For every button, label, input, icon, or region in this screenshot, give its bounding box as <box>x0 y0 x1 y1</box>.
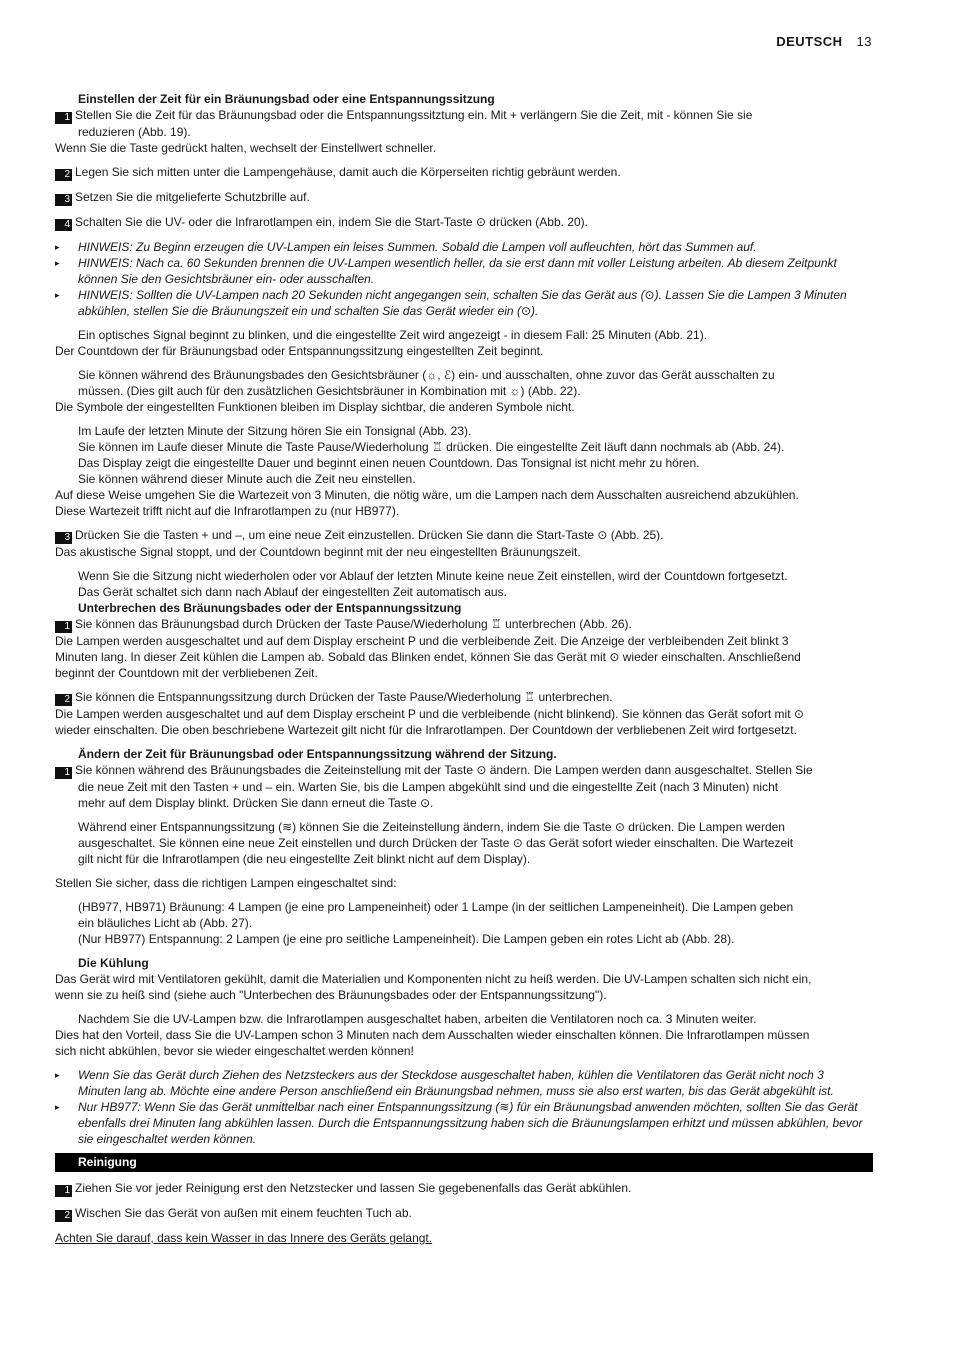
section-title: DEUTSCH <box>776 34 843 49</box>
interrupt-step-2: 2 Sie können die Entspannungssitzung durch Drücken der Taste Pause/Wiederholung ♖ unterbrechen. <box>55 689 873 706</box>
step-number: 2 <box>55 694 72 706</box>
cooling-note-2: ▸ Nur HB977: Wenn Sie das Gerät unmittelbar nach einer Entspannungssitzung (≋) für ein Bräunungsbad anwenden möchten, sollten Sie das Gerät <box>55 1100 858 1114</box>
wait-text-2: Diese Wartezeit trifft nicht auf die Infrarotlampen zu (nur HB977). <box>55 504 400 518</box>
face-tanner-text-2: müssen. (Dies gilt auch für den zusätzlichen Gesichtsbräuner in Kombination mit ☼) (Abb. 22). <box>78 384 581 398</box>
cooling-note-2-cont: ebenfalls drei Minuten lang abkühlen lassen. Durch die Entspannungssitzung haben sich die Bräunungslampen erhitzt und müssen abkühlen, bevor <box>78 1116 863 1130</box>
no-repeat-text-2: Das Gerät schaltet sich dann nach Ablauf der eingestellten Zeit automatisch aus. <box>78 585 507 599</box>
hint-2: ▸ HINWEIS: Nach ca. 60 Sekunden brennen die UV-Lampen wesentlich heller, da sie erst dann mit voller Leistung arbeiten. Ab diesem Zeitpunkt <box>55 256 837 270</box>
acoustic-text: Das akustische Signal stoppt, und der Countdown beginnt mit der neu eingestellten Bräunungszeit. <box>55 545 581 559</box>
step-3-goggles: 3 Setzen Sie die mitgelieferte Schutzbrille auf. <box>55 189 873 206</box>
bullet-icon: ▸ <box>55 242 60 252</box>
no-repeat-text: Wenn Sie die Sitzung nicht wiederholen oder vor Ablauf der letzten Minute keine neue Zeit einstellen, wird der Countdown fortgesetzt. <box>78 569 788 583</box>
change-step-1-cont: die neue Zeit mit den Tasten + und – ein. Warten Sie, bis die Lampen abgekühlt sind und die eingestellte Zeit (nach 3 Minuten) nicht <box>78 780 779 794</box>
cooling-text: Das Gerät wird mit Ventilatoren gekühlt, damit die Materialien und Komponenten nicht zu heiß werden. Die UV-Lampen schalten sich nicht ein, <box>55 972 812 986</box>
last-minute-text-3: Das Display zeigt die eingestellte Dauer und beginnt einen neuen Countdown. Das Tonsignal ist nicht mehr zu hören. <box>78 456 700 470</box>
cooling-note-1: ▸ Wenn Sie das Gerät durch Ziehen des Netzsteckers aus der Steckdose ausgeschaltet haben, kühlen die Ventilatoren das Gerät nicht noch 3 <box>55 1068 824 1082</box>
relax-change-text-3: gilt nicht für die Infrarotlampen (die neu eingestellte Zeit blinkt nicht auf dem Display). <box>78 852 531 866</box>
interrupt-text-3: beginnt der Countdown mit der verbliebenen Zeit. <box>55 666 318 680</box>
face-tanner-text: Sie können während des Bräunungsbades den Gesichtsbräuner (☼, ℰ) ein- und ausschalten, ohne zuvor das Gerät ausschalten zu <box>78 368 775 382</box>
step-number: 1 <box>55 767 72 779</box>
change-step-1-cont-2: mehr auf dem Display blinkt. Drücken Sie dann erneut die Taste ⊙. <box>78 796 434 810</box>
relax-change-text-2: ausgeschaltet. Sie können eine neue Zeit einstellen und durch Drücken der Taste ⊙ das Gerät sofort wieder einschalten. Die Wartezeit <box>78 836 794 850</box>
heading-change-time: Ändern der Zeit für Bräunungsbad oder Entspannungssitzung während der Sitzung. <box>78 747 557 761</box>
step-number: 1 <box>55 621 72 633</box>
heading-set-time: Einstellen der Zeit für ein Bräunungsbad oder eine Entspannungssitzung <box>78 92 495 106</box>
symbols-text: Die Symbole der eingestellten Funktionen bleiben im Display sichtbar, die anderen Symbole nicht. <box>55 400 575 414</box>
bullet-icon: ▸ <box>55 1070 60 1080</box>
heading-interrupt: Unterbrechen des Bräunungsbades oder der Entspannungssitzung <box>78 601 462 615</box>
cleaning-step-1: 1 Ziehen Sie vor jeder Reinigung erst den Netzstecker und lassen Sie gegebenenfalls das Gerät abkühlen. <box>55 1180 873 1197</box>
heading-cooling: Die Kühlung <box>78 956 149 970</box>
interrupt-step-1: 1 Sie können das Bräunungsbad durch Drücken der Taste Pause/Wiederholung ♖ unterbrechen (Abb. 26). <box>55 616 873 633</box>
bullet-icon: ▸ <box>55 258 60 268</box>
step-2-position: 2 Legen Sie sich mitten unter die Lampengehäuse, damit auch die Körperseiten richtig gebräunt werden. <box>55 164 873 181</box>
step-number: 4 <box>55 219 72 231</box>
step-number: 2 <box>55 1210 72 1222</box>
lamps-text: (HB977, HB971) Bräunung: 4 Lampen (je eine pro Lampeneinheit) oder 1 Lampe (in der seitlichen Lampeneinheit). Die Lampen geben <box>78 900 794 914</box>
step-number: 1 <box>55 1185 72 1197</box>
fans-text: Nachdem Sie die UV-Lampen bzw. die Infrarotlampen ausgeschaltet haben, arbeiten die Ventilatoren noch ca. 3 Minuten weiter. <box>78 1012 757 1026</box>
step-1-note: Wenn Sie die Taste gedrückt halten, wechselt der Einstellwert schneller. <box>55 141 437 155</box>
page-number: 13 <box>856 34 872 49</box>
section-bar-cleaning: Reinigung <box>55 1153 873 1172</box>
last-minute-text: Im Laufe der letzten Minute der Sitzung hören Sie ein Tonsignal (Abb. 23). <box>78 424 472 438</box>
interrupt-text: Die Lampen werden ausgeschaltet und auf dem Display erscheint P und die verbleibende Zeit. Die Anzeige der verbleibenden Zeit blinkt 3 <box>55 634 789 648</box>
hint-3-continuation: abkühlen, stellen Sie die Bräunungszeit ein und schalten Sie das Gerät wieder ein (⊙). <box>78 304 539 318</box>
interrupt-text-2: Minuten lang. In dieser Zeit kühlen die Lampen ab. Sobald das Blinken endet, können Sie das Gerät mit ⊙ wieder einschalten. Anschließend <box>55 650 801 664</box>
advantage-text-2: sich nicht abkühlen, bevor sie wieder eingeschaltet werden können! <box>55 1044 414 1058</box>
signal-text: Ein optisches Signal beginnt zu blinken, und die eingestellte Zeit wird angezeigt - in diesem Fall: 25 Minuten (Abb. 21). <box>78 328 708 342</box>
lamps-text-3: (Nur HB977) Entspannung: 2 Lampen (je eine pro seitliche Lampeneinheit). Die Lampen geben ein rotes Licht ab (Abb. 28). <box>78 932 735 946</box>
page-body <box>55 91 873 1246</box>
hint-1: ▸ HINWEIS: Zu Beginn erzeugen die UV-Lampen ein leises Summen. Sobald die Lampen voll aufleuchten, hört das Summen auf. <box>55 240 757 254</box>
change-step-1: 1 Sie können während des Bräunungsbades die Zeiteinstellung mit der Taste ⊙ ändern. Die Lampen werden dann ausgeschaltet. Stellen Sie <box>55 762 873 779</box>
interrupt-relax-text: Die Lampen werden ausgeschaltet und auf dem Display erscheint P und die verbleibende (nicht blinkend). Sie können das Gerät sofort mit ⊙ <box>55 707 804 721</box>
step-1-continuation: reduzieren (Abb. 19). <box>78 125 191 139</box>
bullet-icon: ▸ <box>55 1102 60 1112</box>
step-3-new-time: 3 Drücken Sie die Tasten + und –, um eine neue Zeit einzustellen. Drücken Sie dann die Start-Taste ⊙ (Abb. 25). <box>55 527 873 544</box>
relax-change-text: Während einer Entspannungssitzung (≋) können Sie die Zeiteinstellung ändern, indem Sie die Taste ⊙ drücken. Die Lampen werden <box>78 820 785 834</box>
hint-3: ▸ HINWEIS: Sollten die UV-Lampen nach 20 Sekunden nicht angegangen sein, schalten Sie das Gerät aus (⊙). Lassen Sie die Lampen 3 Minuten <box>55 288 847 302</box>
step-number: 3 <box>55 532 72 544</box>
countdown-text: Der Countdown der für Bräunungsbad oder Entspannungssitzung eingestellten Zeit beginnt. <box>55 344 544 358</box>
step-number: 1 <box>55 112 72 124</box>
lamps-text-2: ein bläuliches Licht ab (Abb. 27). <box>78 916 253 930</box>
check-lamps-text: Stellen Sie sicher, dass die richtigen Lampen eingeschaltet sind: <box>55 876 397 890</box>
last-minute-text-2: Sie können im Laufe dieser Minute die Taste Pause/Wiederholung ♖ drücken. Die eingestellte Zeit läuft dann nochmals ab (Abb. 24). <box>78 440 785 454</box>
cooling-text-2: wenn sie zu heiß sind (siehe auch "Unterbechen des Bräunungsbades oder der Entspannungssitzung"). <box>55 988 607 1002</box>
cleaning-step-2: 2 Wischen Sie das Gerät von außen mit einem feuchten Tuch ab. <box>55 1205 873 1222</box>
wait-text: Auf diese Weise umgehen Sie die Wartezeit von 3 Minuten, die nötig wäre, um die Lampen nach dem Ausschalten ausreichend abzukühlen. <box>55 488 799 502</box>
hint-2-continuation: können Sie den Gesichtsbräuner ein- oder ausschalten. <box>78 272 375 286</box>
step-number: 2 <box>55 169 72 181</box>
step-number: 3 <box>55 194 72 206</box>
step-1-set-time: 1 Stellen Sie die Zeit für das Bräunungsbad oder die Entspannungssitztung ein. Mit + verlängern Sie die Zeit, mit - können Sie sie <box>55 107 873 124</box>
last-minute-text-4: Sie können während dieser Minute auch die Zeit neu einstellen. <box>78 472 416 486</box>
interrupt-relax-text-2: wieder einschalten. Die oben beschriebene Wartezeit gilt nicht für die Infrarotlampen. Der Countdown der verbliebenen Zeit wird fortgesetzt. <box>55 723 797 737</box>
water-warning: Achten Sie darauf, dass kein Wasser in das Innere des Geräts gelangt. <box>55 1231 433 1245</box>
step-4-switch-on: 4 Schalten Sie die UV- oder die Infrarotlampen ein, indem Sie die Start-Taste ⊙ drücken (Abb. 20). <box>55 214 873 231</box>
advantage-text: Dies hat den Vorteil, dass Sie die UV-Lampen schon 3 Minuten nach dem Ausschalten wieder einschalten können. Die Infrarotlampen müssen <box>55 1028 810 1042</box>
cooling-note-2-cont-2: sie eingeschaltet werden können. <box>78 1132 257 1146</box>
page-header <box>776 34 872 49</box>
bullet-icon: ▸ <box>55 290 60 300</box>
cooling-note-1-cont: Minuten lang ab. Möchte eine andere Person anschließend ein Bräunungsbad nehmen, muss sie also erst warten, bis das Gerät abgekühlt ist. <box>78 1084 834 1098</box>
